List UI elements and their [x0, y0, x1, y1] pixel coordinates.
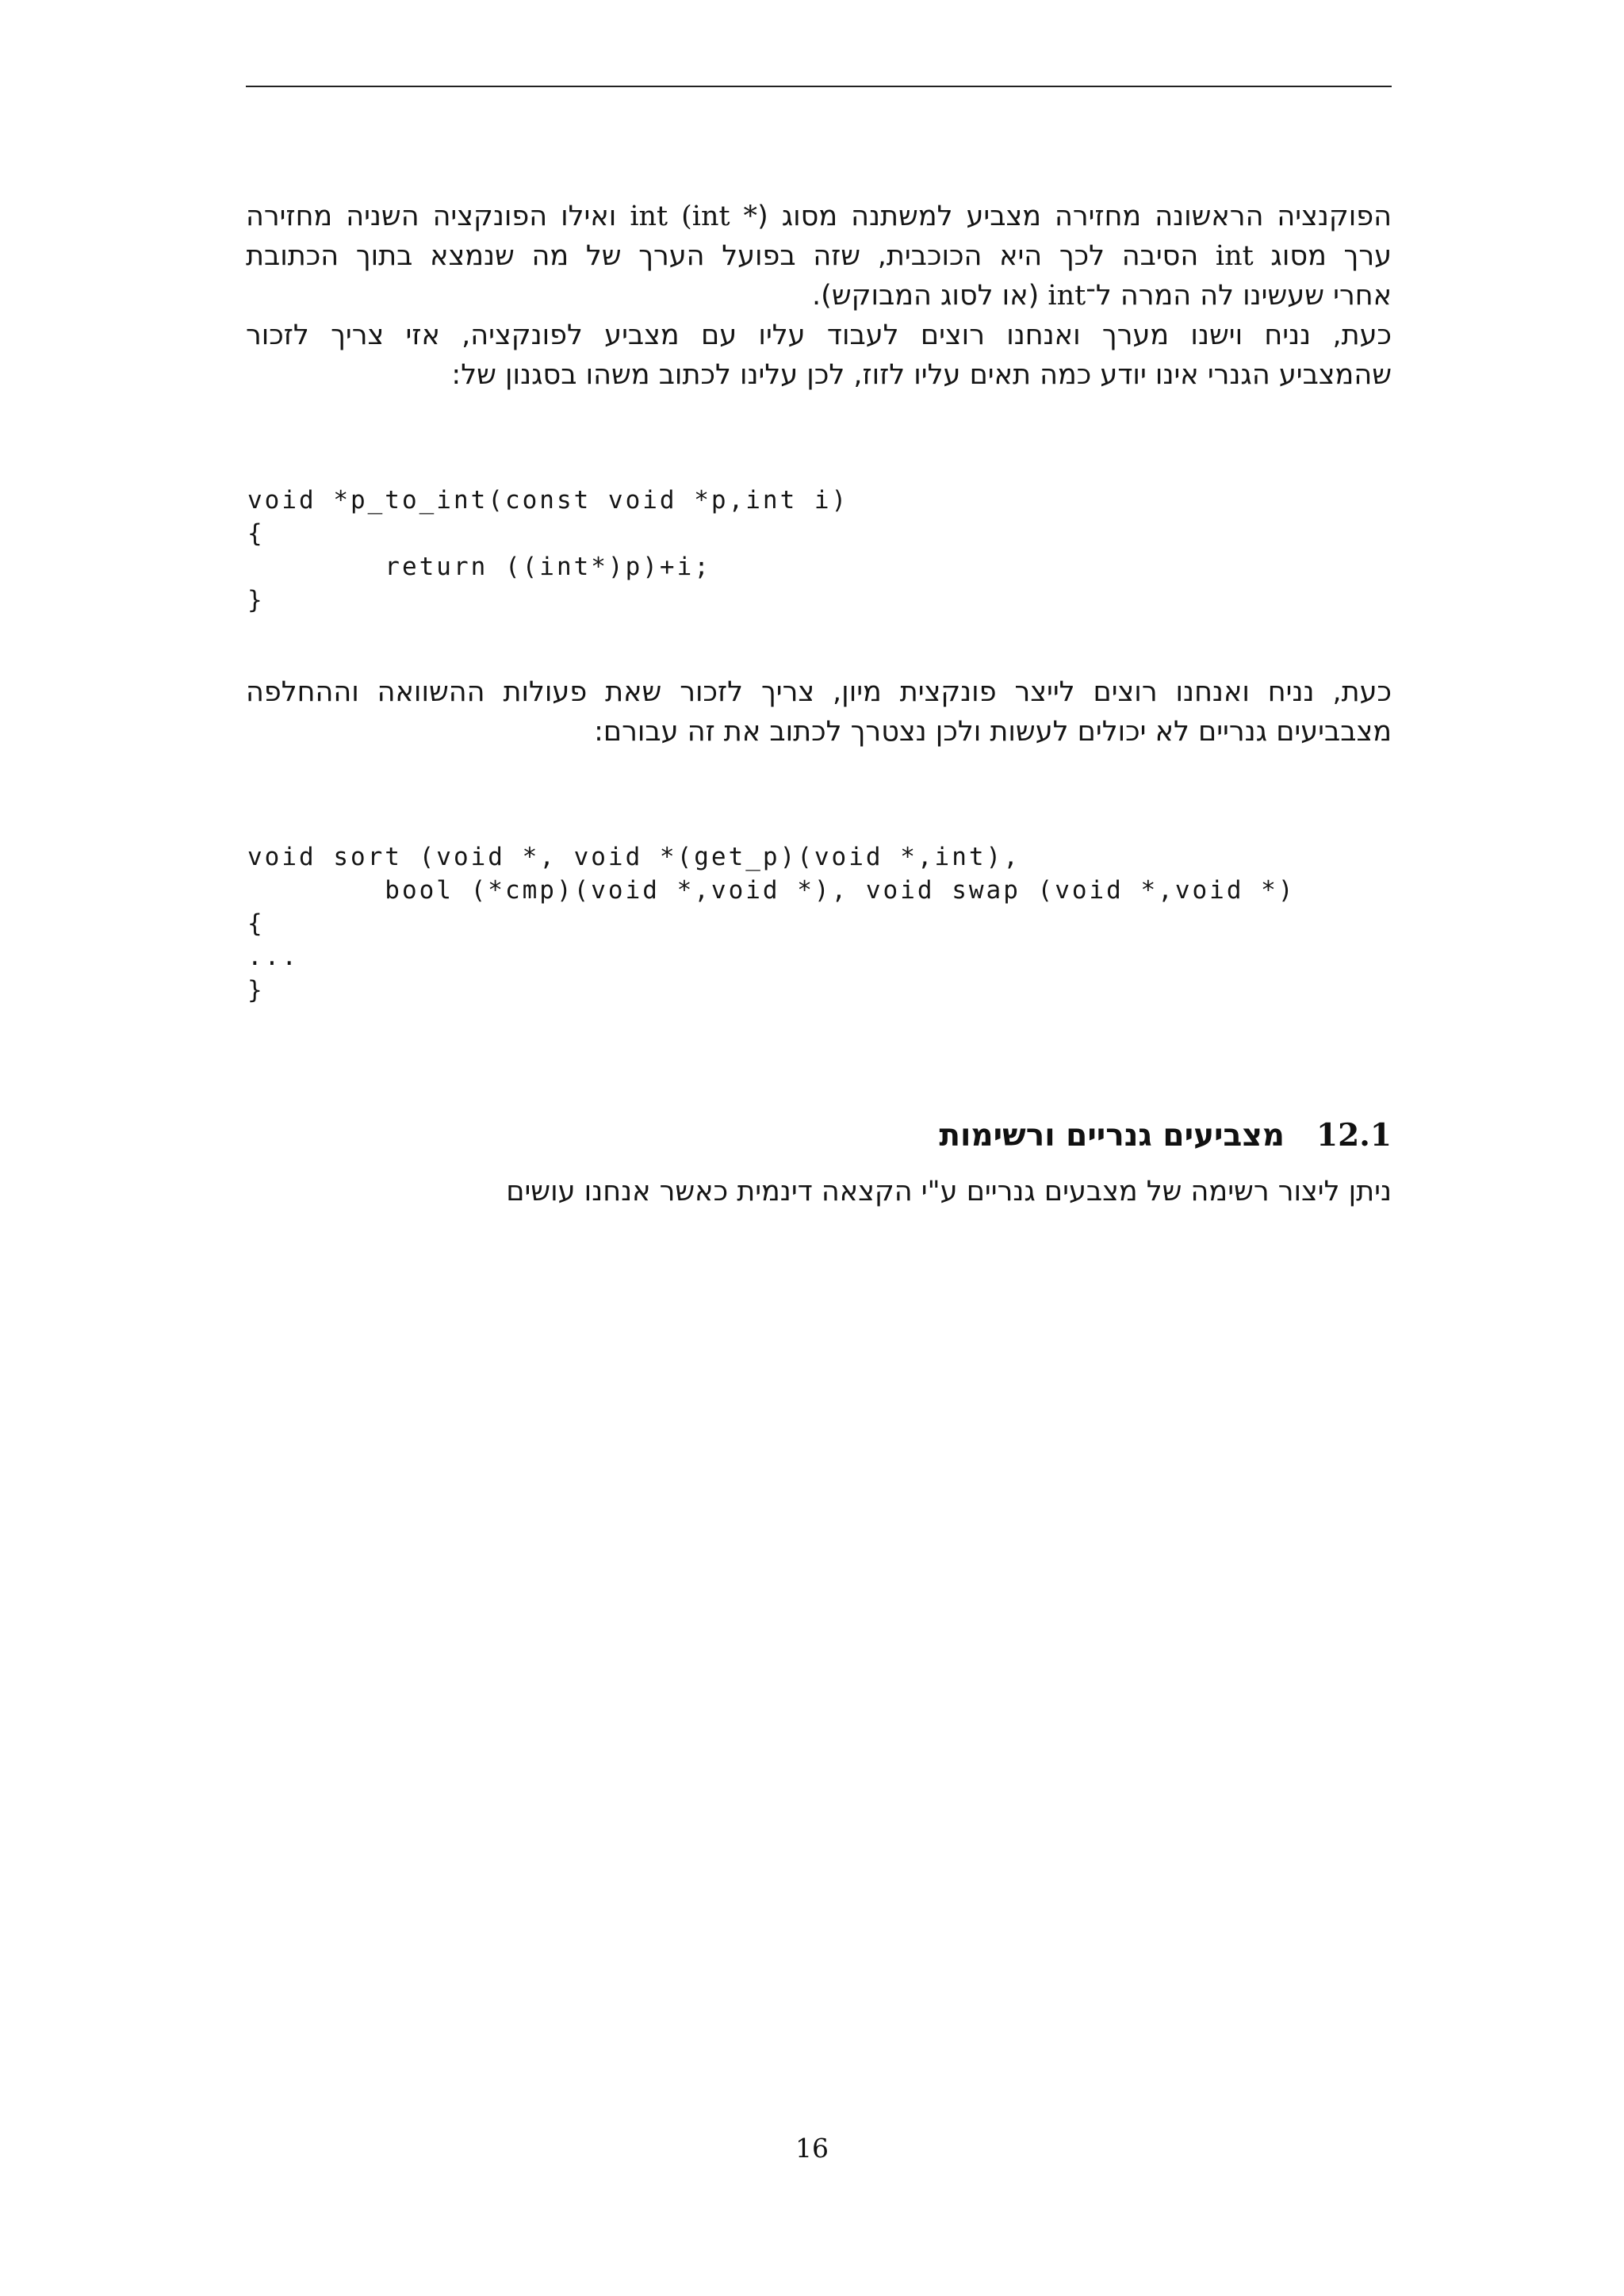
text-segment: הסיבה לכך היא הכוכבית, שזה בפועל הערך של מה שנמצא בתוך הכתובת — [246, 240, 1216, 272]
text-segment: הפוקנציה הראשונה מחזירה מצביע למשתנה מסוג ( — [757, 201, 1392, 232]
code-line: void *p_to_int(const void *p,int i) — [247, 486, 849, 515]
paragraph-sort-function — [246, 672, 1392, 752]
paragraph-line: ניתן ליצור רשימה של מצבעים גנריים ע"י הקצאה דינמית כאשר אנחנו עושים — [506, 1176, 1392, 1207]
text-segment: (או לסוג המבוקש). — [812, 280, 1048, 312]
inline-code: int — [1215, 240, 1254, 272]
code-listing-p-to-int — [247, 484, 848, 617]
section-title: מצביעים גנריים ורשימות — [939, 1118, 1285, 1154]
paragraph-line: כעת, נניח וישנו מערך ואנחנו רוצים לעבוד עליו עם מצביע לפונקציה, אזי צריך לזכור — [246, 320, 1392, 351]
code-line: return ((int*)p)+i; — [247, 553, 711, 581]
page-number: 16 — [795, 2133, 829, 2164]
paragraph-line: שהמצביע הגנרי אינו יודע כמה תאים עליו לזוז, לכן עלינו לכתוב משהו בסגנון של: — [451, 359, 1392, 391]
inline-code: int (int * — [630, 201, 758, 232]
code-line: bool (*cmp)(void *,void *), void swap (void *,void *) — [247, 876, 1296, 905]
section-heading — [246, 1113, 1392, 1158]
text-segment: אחרי שעשינו לה המרה ל־ — [1086, 280, 1392, 312]
code-listing-sort — [247, 840, 1295, 1007]
inline-code: int — [1048, 280, 1086, 312]
paragraph-line: כעת, נניח ואנחנו רוצים לייצר פונקצית מיון, צריך לזכור שאת פעולות ההשוואה וההחלפה — [246, 676, 1392, 708]
paragraph-line — [246, 236, 1392, 276]
paragraph-line — [246, 197, 1392, 236]
code-line: { — [247, 519, 265, 548]
section-number: 12.1 — [1316, 1117, 1392, 1154]
paragraph-line — [246, 276, 1392, 316]
text-segment: ערך מסוג — [1253, 240, 1392, 272]
text-segment: ואילו הפונקציה השניה מחזירה — [246, 201, 630, 232]
code-line: void sort (void *, void *(get_p)(void *,int), — [247, 843, 1021, 871]
paragraph-generic-list — [246, 1172, 1392, 1211]
code-line: { — [247, 909, 265, 938]
code-line: ... — [247, 943, 299, 971]
header-rule — [246, 86, 1392, 87]
code-line: } — [247, 976, 265, 1004]
paragraph-pointer-return — [246, 197, 1392, 395]
code-line: } — [247, 586, 265, 614]
paragraph-line: מצבביעים גנריים לא יכולים לעשות ולכן נצטרך לכתוב את זה עבורם: — [594, 716, 1392, 748]
